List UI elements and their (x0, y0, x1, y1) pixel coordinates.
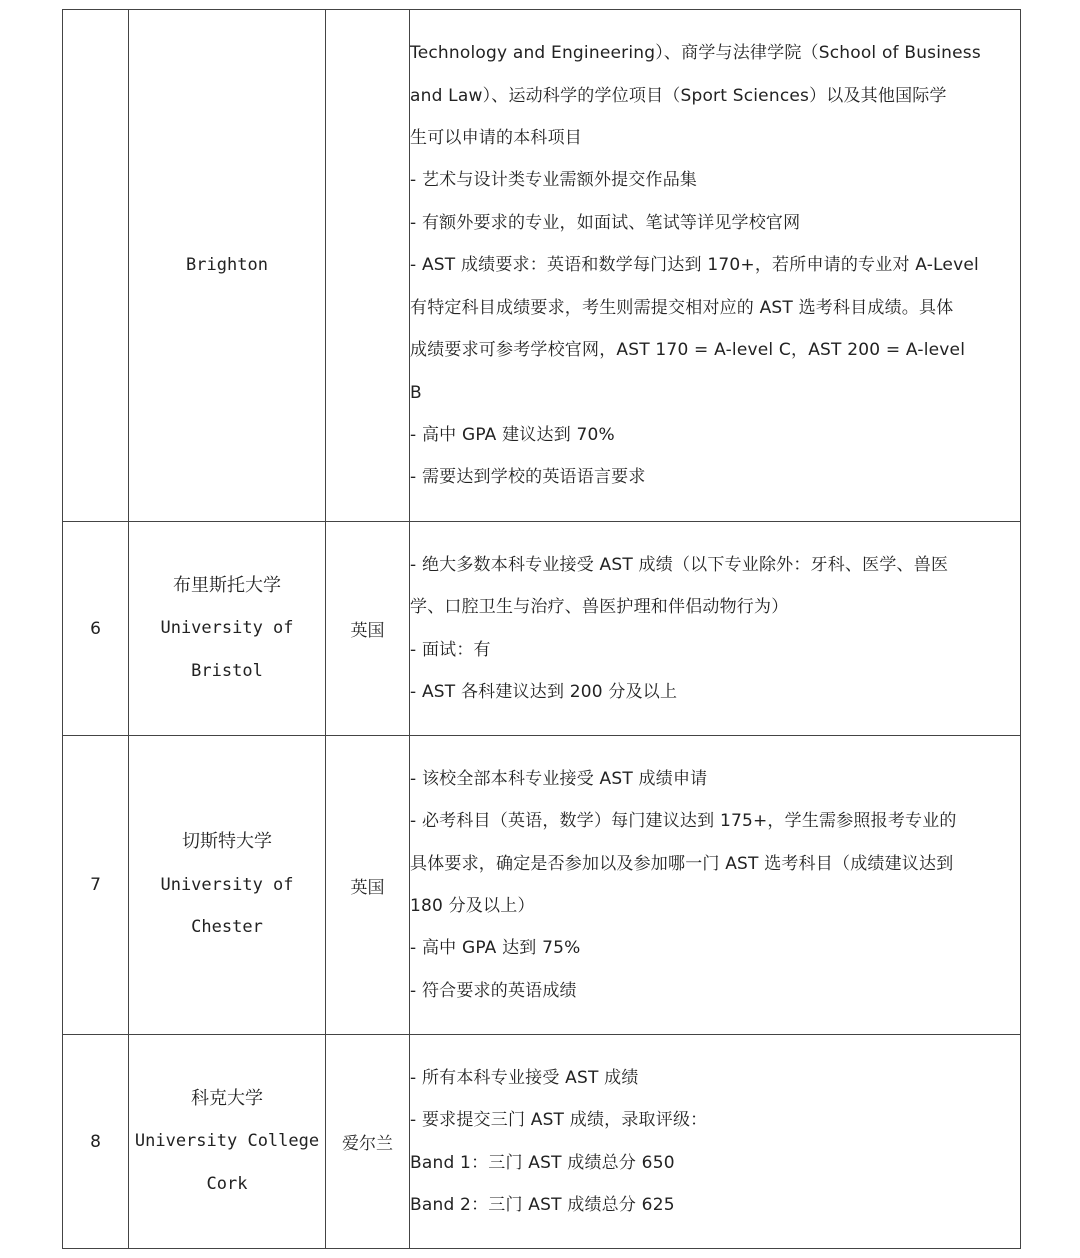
university-name-cell (129, 1035, 326, 1249)
requirement-line: 有特定科目成绩要求，考生则需提交相对应的 AST 选考科目成绩。具体 (410, 297, 954, 318)
requirement-line: - AST 各科建议达到 200 分及以上 (410, 681, 678, 702)
requirement-line: Band 1：三门 AST 成绩总分 650 (410, 1152, 675, 1173)
requirements-cell (410, 1035, 1021, 1249)
requirement-line: Band 2：三门 AST 成绩总分 625 (410, 1194, 675, 1215)
row-number-cell: 6 (63, 522, 129, 736)
requirements-cell (410, 10, 1021, 522)
requirement-line: - 必考科目（英语，数学）每门建议达到 175+，学生需参照报考专业的 (410, 811, 957, 832)
requirement-line: 生可以申请的本科项目 (410, 128, 582, 149)
country-cell: 爱尔兰 (326, 1035, 410, 1249)
university-name-cn: 科克大学 (191, 1087, 263, 1109)
university-name-en: Brighton (186, 255, 268, 276)
university-name-cn: 切斯特大学 (182, 831, 272, 853)
university-name-en: Cork (206, 1173, 248, 1194)
country-cell: 英国 (326, 736, 410, 1035)
country-cell: 英国 (326, 522, 410, 736)
requirement-line: - 艺术与设计类专业需额外提交作品集 (410, 170, 698, 191)
requirement-line: - 高中 GPA 达到 75% (410, 938, 581, 959)
requirement-line: - 符合要求的英语成绩 (410, 980, 577, 1001)
university-name-cell (129, 10, 326, 522)
table-row (63, 1035, 1021, 1249)
university-name-en: University of (160, 618, 294, 639)
requirement-line: 成绩要求可参考学校官网，AST 170 = A-level C，AST 200 = A-level (410, 340, 966, 361)
requirement-line: - 面试：有 (410, 639, 491, 660)
requirement-line: 学、口腔卫生与治疗、兽医护理和伴侣动物行为） (410, 597, 789, 618)
requirement-line: - 高中 GPA 建议达到 70% (410, 424, 615, 445)
table-row (63, 10, 1021, 522)
row-number-cell (63, 10, 129, 522)
requirement-line: - 该校全部本科专业接受 AST 成绩申请 (410, 768, 708, 789)
requirement-line: 180 分及以上） (410, 896, 535, 916)
row-number-cell: 8 (63, 1035, 129, 1249)
requirement-line: - AST 成绩要求：英语和数学每门达到 170+，若所申请的专业对 A-Level (410, 255, 979, 276)
university-name-en: Bristol (191, 660, 263, 681)
table-row (63, 736, 1021, 1035)
requirement-line: - 有额外要求的专业，如面试、笔试等详见学校官网 (410, 212, 801, 233)
requirement-line: - 所有本科专业接受 AST 成绩 (410, 1067, 639, 1088)
university-name-cn: 布里斯托大学 (173, 574, 281, 596)
university-name-en: Chester (191, 917, 263, 938)
requirements-cell (410, 736, 1021, 1035)
university-name-en: University College (134, 1131, 320, 1152)
university-name-cell (129, 736, 326, 1035)
requirement-line: - 绝大多数本科专业接受 AST 成绩（以下专业除外：牙科、医学、兽医 (410, 554, 949, 575)
requirement-line: - 需要达到学校的英语语言要求 (410, 467, 646, 488)
table-row (63, 522, 1021, 736)
requirement-line: - 要求提交三门 AST 成绩，录取评级： (410, 1110, 708, 1131)
requirement-line: B (410, 382, 422, 403)
university-name-en: University of (160, 874, 294, 895)
requirement-line: and Law）、运动科学的学位项目（Sport Sciences）以及其他国际学 (410, 85, 947, 106)
row-number-cell: 7 (63, 736, 129, 1035)
requirements-cell (410, 522, 1021, 736)
requirement-line: Technology and Engineering）、商学与法律学院（School of Business (410, 43, 981, 64)
admission-table (62, 9, 1021, 1249)
requirement-line: 具体要求，确定是否参加以及参加哪一门 AST 选考科目（成绩建议达到 (410, 853, 954, 874)
university-name-cell (129, 522, 326, 736)
country-cell (326, 10, 410, 522)
